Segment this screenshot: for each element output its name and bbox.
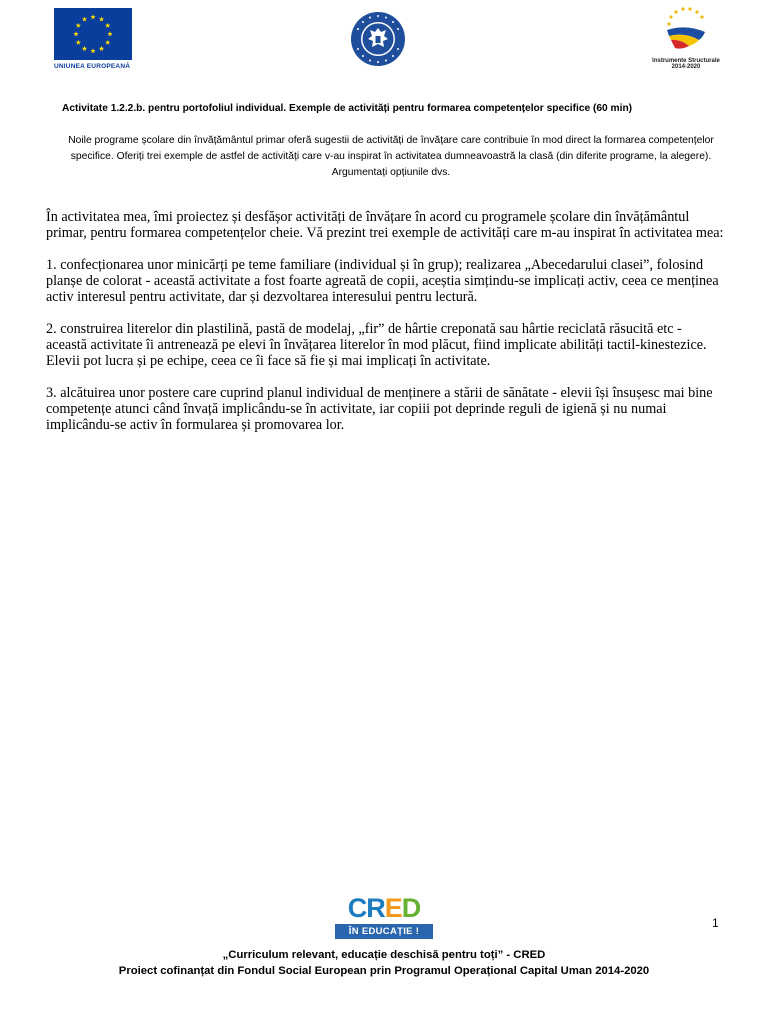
example-1-paragraph: 1. confecționarea unor minicărți pe teme familiare (individual și în grup); realizarea „Abecedarului clasei”, folosind planșe de colorat - această activitate a fost foarte agreată de copii, aceștia simțindu-se implicați activ, ceea ce menținea activ interesul pentru activitate, dar și dezvoltarea interesului pentru lectură.	[46, 257, 719, 305]
cred-wordmark: CRED	[347, 893, 421, 923]
eu-star-icon	[73, 31, 78, 36]
structural-instruments-logo	[648, 6, 724, 70]
activity-title: Activitate 1.2.2.b. pentru portofoliul individual. Exemple de activități pentru formarea competențelor specifice (60 min)	[62, 103, 633, 114]
intro-paragraph: În activitatea mea, îmi proiectez și desfășor activități de învățare în acord cu programele școlare din învățământul primar, pentru formarea competențelor cheie. Vă prezint trei exemple de activități care m-au inspirat în activitatea mea:	[46, 209, 724, 241]
structural-instruments-label: Instrumente Structurale	[652, 58, 720, 64]
eu-star-icon	[105, 40, 110, 45]
example-3-paragraph: 3. alcătuirea unor postere care cuprind planul individual de menținere a stării de sănătate - elevii își însușesc mai bine competențe atunci când învață implicându-se în activitate, iar copiii pot deprinde reguli de igienă și nu numai implicându-se activ în formularea și promovarea lor.	[46, 385, 713, 433]
cred-banner: ÎN EDUCAȚIE !	[335, 924, 433, 939]
eu-star-icon	[76, 23, 81, 28]
footer-cofinancing-note: Proiect cofinanțat din Fondul Social European prin Programul Operațional Capital Uman 2014-2020	[118, 965, 650, 977]
cred-logo	[333, 893, 435, 944]
eu-star-icon	[82, 46, 87, 51]
footer-project-name: „Curriculum relevant, educație deschisă pentru toți” - CRED	[222, 949, 546, 961]
eu-star-icon	[76, 40, 81, 45]
page-number: 1	[712, 916, 719, 930]
eu-star-icon	[107, 31, 112, 36]
eu-star-icon	[90, 48, 95, 53]
government-seal-logo	[350, 11, 406, 67]
structural-instruments-period: 2014-2020	[671, 64, 701, 70]
eu-flag-icon	[54, 8, 132, 60]
eu-star-icon	[82, 16, 87, 21]
eu-star-icon	[99, 16, 104, 21]
eu-star-icon	[105, 23, 110, 28]
eu-star-icon	[99, 46, 104, 51]
eu-logo	[54, 8, 134, 70]
instruction-text: Noile programe școlare din învățământul primar oferă sugestii de activități de învățare care contribuie în mod direct la formarea competențelor specifice. Oferiți trei exemple de astfel de activități care v-au inspirat în activitatea dumneavoastră la clasă (din diferite programe, la alegere). Argumentați opțiunile dvs.	[68, 135, 714, 178]
eu-star-icon	[90, 14, 95, 19]
structural-instruments-emblem-icon	[661, 6, 711, 52]
example-2-paragraph: 2. construirea literelor din plastilină, pastă de modelaj, „fir” de hârtie creponată sau hârtie reciclată răsucită etc - această activitate îi antrenează pe elevi în învățarea literelor în mod plăcut, fiind implicate abilități tactil-kinestezice. Elevii pot lucra și pe echipe, ceea ce îi face să fie și mai implicați în activitate.	[46, 321, 707, 369]
answer-body	[46, 209, 724, 449]
eu-label: UNIUNEA EUROPEANĂ	[54, 63, 131, 70]
